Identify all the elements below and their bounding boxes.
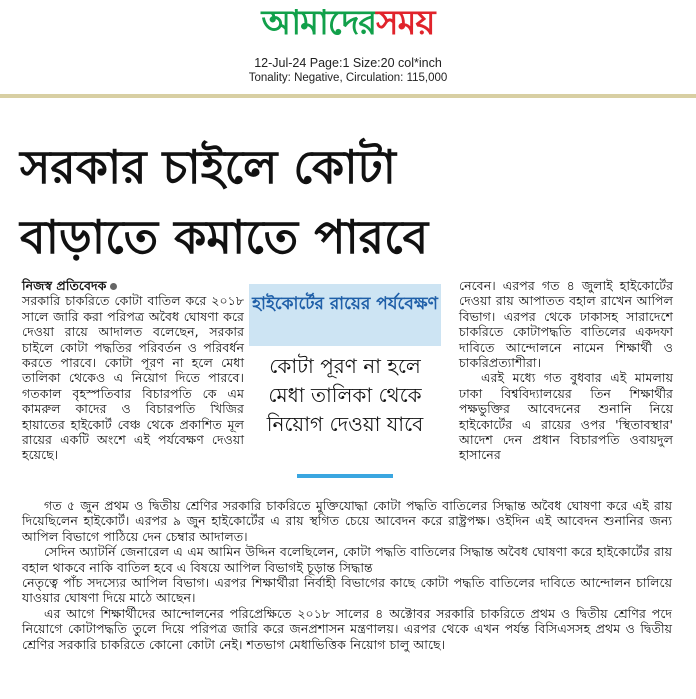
article-column-left [22,278,244,463]
clipping-meta-tonality: Tonality: Negative, Circulation: 115,000 [248,72,448,84]
paragraph-right-2: এরই মধ্যে গত বুধবার এই মামলায় ঢাকা বিশ্ববিদ্যালয়ের তিন শিক্ষার্থীর পক্ষভুক্তির আবেদনের শুনানি নিয়ে হাইকোর্টের এ রায়ের ওপর 'স্থিতাবস্থার' আদেশ দেন প্রধান বিচারপতি ওবায়দুল হাসানের [459,370,673,463]
newspaper-logo [262,2,435,44]
clipping-meta-date: 12-Jul-24 Page:1 Size:20 col*inch [254,56,442,70]
paragraph-lower-4: এর আগে শিক্ষার্থীদের আন্দোলনের পরিপ্রেক্ষিতে ২০১৮ সালের ৪ অক্টোবর সরকারি চাকরিতে প্রথম ও দ্বিতীয় শ্রেণির পদে নিয়োগে কোটাপদ্ধতি তুলে দিয়ে পরিপত্র জারি করে জনপ্রশাসন মন্ত্রণালয়। এরপর থেকে এখন পর্যন্ত বিসিএসসহ প্রথম ও দ্বিতীয় শ্রেণির সরকারি চাকরিতে কোনো কোটা নেই। শতভাগ মেধাভিত্তিক নিয়োগ চালু আছে। [22,605,672,652]
logo-part-amader: আমাদের [261,3,377,43]
byline: নিজস্ব প্রতিবেদক [22,278,107,293]
callout-quote: কোটা পূরণ না হলে মেধা তালিকা থেকে নিয়োগ দেওয়া যাবে [266,354,424,436]
masthead-divider [0,94,696,98]
callout-box [249,284,441,480]
headline-line-2: বাড়াতে কমাতে পারবে [20,210,429,264]
article-column-right [459,278,673,463]
bullet-dot-icon [110,283,117,290]
paragraph-right-1: নেবেন। এরপর গত ৪ জুলাই হাইকোর্টের দেওয়া রায় আপাতত বহাল রাখেন আপিল বিভাগ। এরপর থেকে ঢাকাসহ সারাদেশে চাকরিতে কোটাপদ্ধতি বাতিলের একদফা দাবিতে আন্দোলনে নামেন শিক্ষার্থী ও চাকরিপ্রত্যাশীরা। [459,278,673,371]
paragraph-lead: সরকারি চাকরিতে কোটা বাতিল করে ২০১৮ সালে জারি করা পরিপত্র অবৈধ ঘোষণা করে দেওয়া রায়ে আদালত বলেছেন, সরকার চাইলে কোটা পদ্ধতির পরিবর্তন ও পরিবর্ধন করতে পারবে। কোটা পূরণ না হলে মেধা তালিকা থেকেও এ নিয়োগ দিতে পারবে। গতকাল বৃহস্পতিবার বিচারপতি কে এম কামরুল কাদের ও বিচারপতি খিজির হায়াতের হাইকোর্ট বেঞ্চ থেকে প্রকাশিত মূল রায়ের একটি অংশে এই পর্যবেক্ষণ দেওয়া হয়েছে। [22,293,244,463]
paragraph-lower-2: সেদিন অ্যাটর্নি জেনারেল এ এম আমিন উদ্দিন বলেছিলেন, কোটা পদ্ধতি বাতিলের সিদ্ধান্ত অবৈধ ঘোষণা করে হাইকোর্টের রায় বহাল থাকবে নাকি বাতিল হবে এ বিষয়ে আপিল বিভাগই চূড়ান্ত সিদ্ধান্ত [22,544,672,575]
headline-line-1: সরকার চাইলে কোটা [20,140,396,194]
callout-accent-bar [297,474,393,478]
paragraph-lower-3: নেতৃত্বে পাঁচ সদস্যের আপিল বিভাগ। এরপর শিক্ষার্থীরা নির্বাহী বিভাগের কাছে কোটা পদ্ধতি বাতিলের দাবিতে আন্দোলন চালিয়ে যাওয়ার ঘোষণা দিয়ে মাঠে আছেন। [22,575,672,606]
article-body-lower [22,498,672,652]
paragraph-lower-1: গত ৫ জুন প্রথম ও দ্বিতীয় শ্রেণির সরকারি চাকরিতে মুক্তিযোদ্ধা কোটা পদ্ধতি বাতিলের সিদ্ধান্ত অবৈধ ঘোষণা করে এই রায় দিয়েছিলেন হাইকোর্ট। এরপর ৯ জুন হাইকোর্টের এ রায় স্থগিত চেয়ে আবেদন করে রাষ্ট্রপক্ষ। ওইদিন এই আবেদন শুনানির জন্য আপিল বিভাগে পাঠিয়ে দেন চেম্বার আদালত। [22,498,672,544]
logo-part-somoy: সময় [376,3,435,43]
masthead [0,2,696,44]
callout-title: হাইকোর্টের রায়ের পর্যবেক্ষণ [249,284,441,346]
